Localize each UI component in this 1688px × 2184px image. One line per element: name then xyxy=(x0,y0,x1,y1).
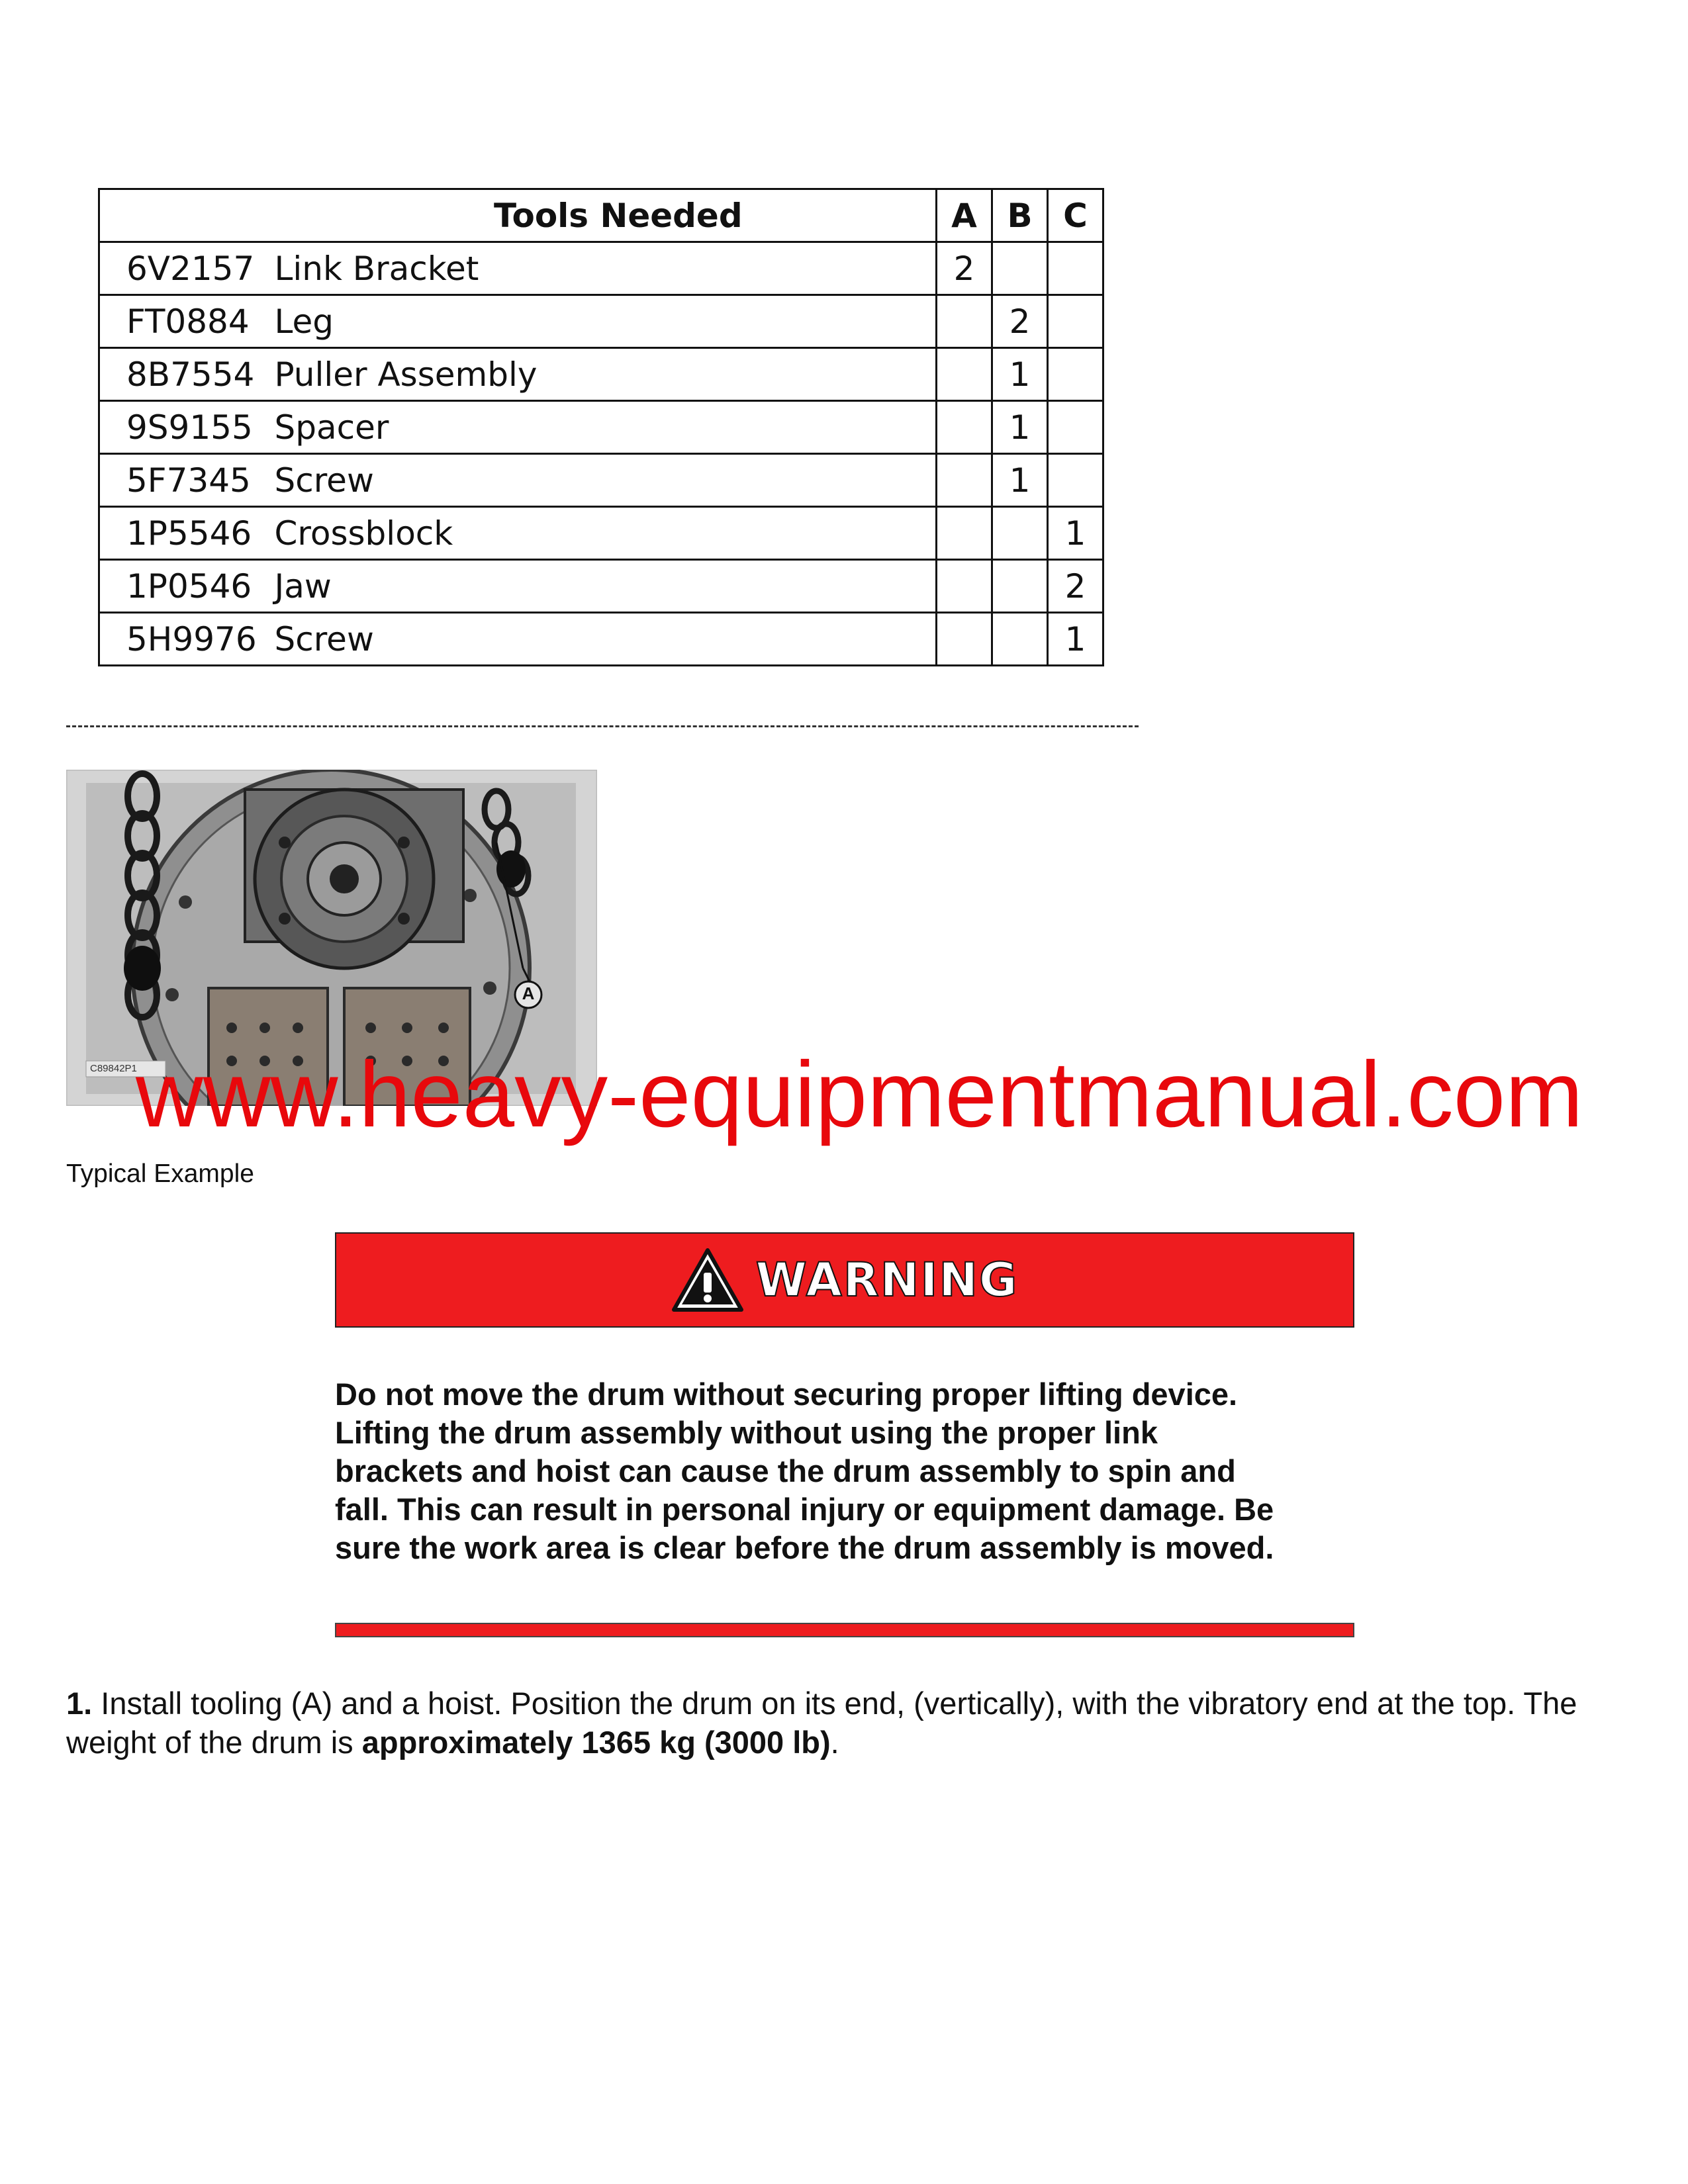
step-text-end: . xyxy=(830,1725,839,1760)
part-description: Screw xyxy=(275,613,937,666)
column-b-header: B xyxy=(992,189,1048,242)
part-number: 5F7345 xyxy=(99,454,275,507)
warning-line: fall. This can result in personal injury or equipment damage. Be xyxy=(335,1492,1274,1527)
step-text: Install tooling (A) and a hoist. Position the drum on its end, (vertically), with the vibratory end at the top. The weight of the drum is xyxy=(66,1686,1577,1760)
step-1-paragraph xyxy=(66,1684,1655,1762)
table-row xyxy=(99,560,1103,613)
part-description: Puller Assembly xyxy=(275,348,937,401)
part-number: FT0884 xyxy=(99,295,275,348)
qty-c: 2 xyxy=(1048,560,1103,613)
warning-line: brackets and hoist can cause the drum assembly to spin and xyxy=(335,1453,1236,1488)
tools-needed-table xyxy=(98,188,1104,666)
qty-a xyxy=(937,348,992,401)
qty-c xyxy=(1048,242,1103,295)
qty-b xyxy=(992,560,1048,613)
table-row xyxy=(99,401,1103,454)
part-number: 9S9155 xyxy=(99,401,275,454)
part-number: 8B7554 xyxy=(99,348,275,401)
table-row xyxy=(99,242,1103,295)
step-number: 1. xyxy=(66,1686,93,1721)
watermark-url: www.heavy-equipmentmanual.com xyxy=(136,1042,1583,1146)
part-number: 1P0546 xyxy=(99,560,275,613)
warning-label: WARNING xyxy=(755,1253,1019,1307)
qty-c xyxy=(1048,348,1103,401)
table-row xyxy=(99,613,1103,666)
part-description: Leg xyxy=(275,295,937,348)
warning-line: Lifting the drum assembly without using the proper link xyxy=(335,1415,1158,1450)
qty-c: 1 xyxy=(1048,613,1103,666)
qty-b: 1 xyxy=(992,454,1048,507)
part-description: Screw xyxy=(275,454,937,507)
column-a-header: A xyxy=(937,189,992,242)
qty-c xyxy=(1048,401,1103,454)
qty-b: 1 xyxy=(992,348,1048,401)
warning-triangle-icon xyxy=(671,1248,744,1312)
figure-code: C89842P1 xyxy=(90,1063,137,1074)
qty-b xyxy=(992,613,1048,666)
qty-a xyxy=(937,613,992,666)
part-number: 6V2157 xyxy=(99,242,275,295)
drum-weight: approximately 1365 kg (3000 lb) xyxy=(361,1725,831,1760)
qty-c xyxy=(1048,295,1103,348)
qty-c: 1 xyxy=(1048,507,1103,560)
warning-banner xyxy=(335,1232,1354,1328)
qty-b xyxy=(992,242,1048,295)
table-header-row xyxy=(99,189,1103,242)
qty-a xyxy=(937,507,992,560)
qty-c xyxy=(1048,454,1103,507)
table-row xyxy=(99,507,1103,560)
figure-caption: Typical Example xyxy=(66,1160,254,1188)
warning-message xyxy=(335,1375,1368,1567)
qty-a xyxy=(937,560,992,613)
table-row xyxy=(99,295,1103,348)
callout-label-a: A xyxy=(522,983,535,1003)
part-number: 1P5546 xyxy=(99,507,275,560)
qty-b: 2 xyxy=(992,295,1048,348)
table-row xyxy=(99,454,1103,507)
part-number: 5H9976 xyxy=(99,613,275,666)
qty-a xyxy=(937,401,992,454)
qty-a: 2 xyxy=(937,242,992,295)
warning-line: Do not move the drum without securing proper lifting device. xyxy=(335,1377,1238,1412)
warning-line: sure the work area is clear before the drum assembly is moved. xyxy=(335,1530,1274,1565)
qty-a xyxy=(937,454,992,507)
warning-bottom-rule xyxy=(335,1623,1354,1637)
part-description: Link Bracket xyxy=(275,242,937,295)
section-divider xyxy=(66,725,1139,727)
qty-b xyxy=(992,507,1048,560)
qty-b: 1 xyxy=(992,401,1048,454)
qty-a xyxy=(937,295,992,348)
table-row xyxy=(99,348,1103,401)
part-description: Jaw xyxy=(275,560,937,613)
table-title: Tools Needed xyxy=(99,189,937,242)
column-c-header: C xyxy=(1048,189,1103,242)
part-description: Crossblock xyxy=(275,507,937,560)
part-description: Spacer xyxy=(275,401,937,454)
